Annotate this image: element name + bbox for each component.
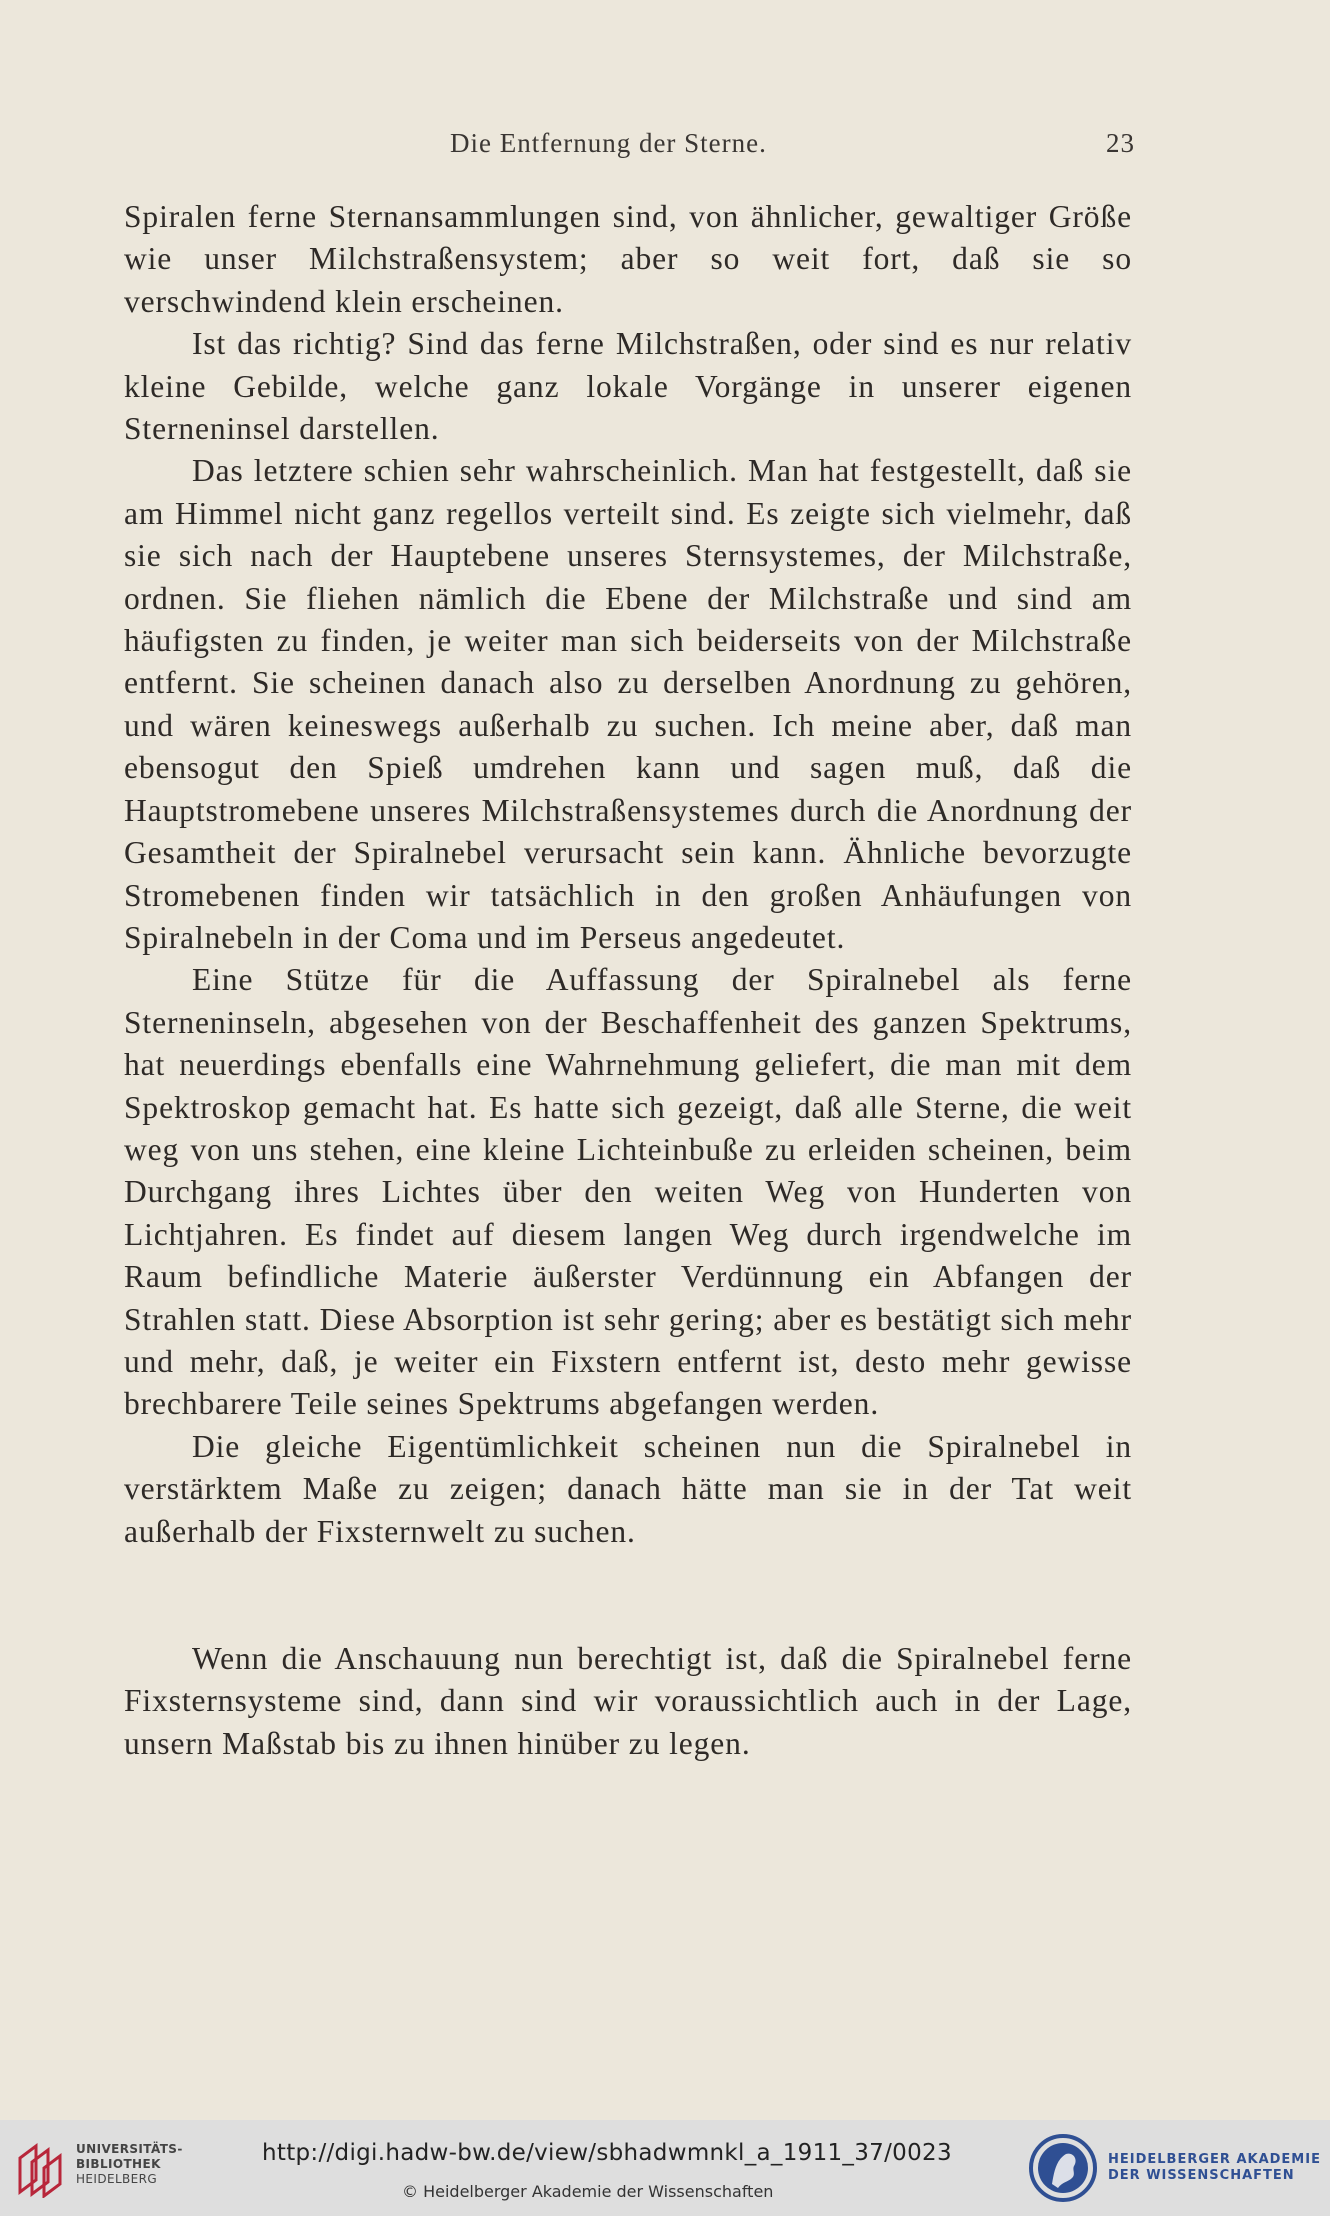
academy-name: HEIDELBERGER AKADEMIE DER WISSENSCHAFTEN [1108,2152,1321,2183]
university-library-name: UNIVERSITÄTS- BIBLIOTHEK HEIDELBERG [76,2142,183,2186]
paragraph: Ist das richtig? Sind das ferne Milchstraßen, oder sind es nur relativ kleine Gebilde, welche ganz lokale Vorgänge in unserer eigenen Sterneninsel darstellen. [124,326,1132,447]
paragraph: Spiralen ferne Sternansammlungen sind, von ähnlicher, gewaltiger Größe wie unser Milchstraßensystem; aber so weit fort, daß sie so verschwindend klein erscheinen. [124,199,1132,319]
permalink-url[interactable]: http://digi.hadw-bw.de/view/sbhadwmnkl_a_1911_37/0023 [262,2140,952,2166]
body-text [124,196,1132,1765]
paragraph: Wenn die Anschauung nun berechtigt ist, daß die Spiralnebel ferne Fixsternsysteme sind, dann sind wir voraussichtlich auch in der Lage, unsern Maßstab bis zu ihnen hinüber zu legen. [124,1641,1132,1761]
paragraph: Eine Stütze für die Auffassung der Spiralnebel als ferne Sterneninseln, abgesehen von der Beschaffenheit des ganzen Spektrums, hat neuerdings ebenfalls eine Wahrnehmung geliefert, die man mit dem Spektroskop gemacht hat. Es hatte sich gezeigt, daß alle Sterne, die weit weg von uns stehen, eine kleine Lichteinbuße zu erleiden scheinen, beim Durchgang ihres Lichtes über den weiten Weg von Hunderten von Lichtjahren. Es findet auf diesem langen Weg durch irgendwelche im Raum befindliche Materie äußerster Verdünnung ein Abfangen der Strahlen statt. Diese Absorption ist sehr gering; aber es bestätigt sich mehr und mehr, daß, je weiter ein Fixstern entfernt ist, desto mehr gewisse brechbarere Teile seines Spektrums abgefangen werden. [124,962,1132,1422]
academy-emblem-icon [1028,2132,1098,2204]
paragraph: Das letztere schien sehr wahrscheinlich. Man hat festgestellt, daß sie am Himmel nicht ganz regellos verteilt sind. Es zeigte sich vielmehr, daß sie sich nach der Hauptebene unseres Sternsystemes, der Milchstraße, ordnen. Sie fliehen nämlich die Ebene der Milchstraße und sind am häufigsten zu finden, je weiter man sich beiderseits von der Milchstraße entfernt. Sie scheinen danach also zu derselben Anordnung zu gehören, und wären keineswegs außerhalb zu suchen. Ich meine aber, daß man ebensogut den Spieß umdrehen kann und sagen muß, daß die Hauptstromebene unseres Milchstraßensystemes durch die Anordnung der Gesamtheit der Spiralnebel verursacht sein kann. Ähnliche bevorzugte Stromebenen finden wir tatsächlich in den großen Anhäufungen von Spiralnebeln in der Coma und im Perseus angedeutet. [124,453,1132,955]
copyright-notice: © Heidelberger Akademie der Wissenschaften [402,2182,774,2201]
running-title: Die Entfernung der Sterne. [450,128,767,158]
page-number: 23 [1106,128,1135,158]
footer-bar [0,2120,1330,2216]
running-head [0,128,1330,168]
paragraph: Die gleiche Eigentümlichkeit scheinen nun die Spiralnebel in verstärktem Maße zu zeigen; danach hätte man sie in der Tat weit außerhalb der Fixsternwelt zu suchen. [124,1428,1132,1549]
university-library-logo-icon [14,2138,66,2198]
